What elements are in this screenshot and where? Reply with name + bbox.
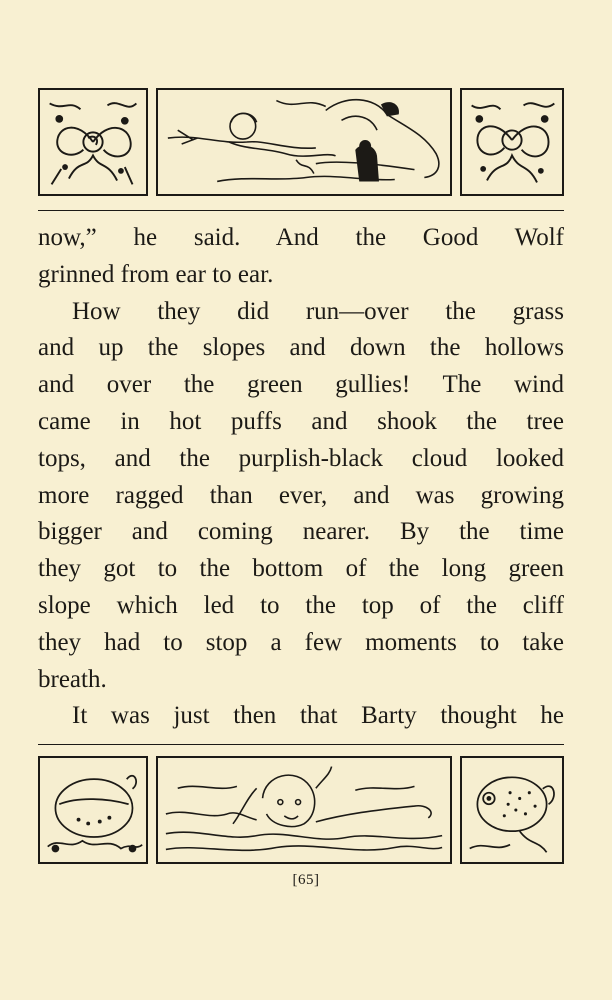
text-line: grinned from ear to ear. — [38, 260, 274, 288]
bottom-left-fish-panel — [38, 756, 148, 864]
boy-and-wolf-illustration — [158, 90, 450, 194]
top-illustration-frieze — [38, 88, 564, 196]
top-left-ornament-panel — [38, 88, 148, 196]
text-line: breath. — [38, 665, 107, 693]
bottom-right-fish-panel — [460, 756, 564, 864]
floral-ornament-icon — [462, 90, 562, 194]
floral-ornament-icon — [40, 90, 146, 194]
bottom-illustration-frieze — [38, 756, 564, 864]
swimming-child-illustration — [158, 758, 450, 862]
text-line: bigger and coming nearer. By the time — [38, 518, 564, 546]
text-line: slope which led to the top of the cliff — [38, 591, 564, 619]
text-line: they had to stop a few moments to take — [38, 628, 564, 656]
text-line: came in hot puffs and shook the tree — [38, 407, 564, 435]
text-line: How they did run—over the grass — [72, 297, 564, 325]
page-number: [65] — [292, 872, 320, 888]
body-text — [38, 220, 564, 735]
text-line: and up the slopes and down the hollows — [38, 334, 564, 362]
top-divider-rule — [38, 210, 564, 211]
text-line: they got to the bottom of the long green — [38, 555, 564, 583]
text-line: It was just then that Barty thought he — [72, 702, 564, 730]
bottom-center-illustration-panel — [156, 756, 452, 864]
text-line: and over the green gullies! The wind — [38, 371, 564, 399]
fish-icon — [40, 758, 146, 862]
pufferfish-icon — [462, 758, 562, 862]
bottom-divider-rule — [38, 744, 564, 745]
top-right-ornament-panel — [460, 88, 564, 196]
text-line: more ragged than ever, and was growing — [38, 481, 564, 509]
text-line: now,” he said. And the Good Wolf — [38, 224, 564, 251]
text-line: tops, and the purplish-black cloud looked — [38, 444, 564, 472]
top-center-illustration-panel — [156, 88, 452, 196]
